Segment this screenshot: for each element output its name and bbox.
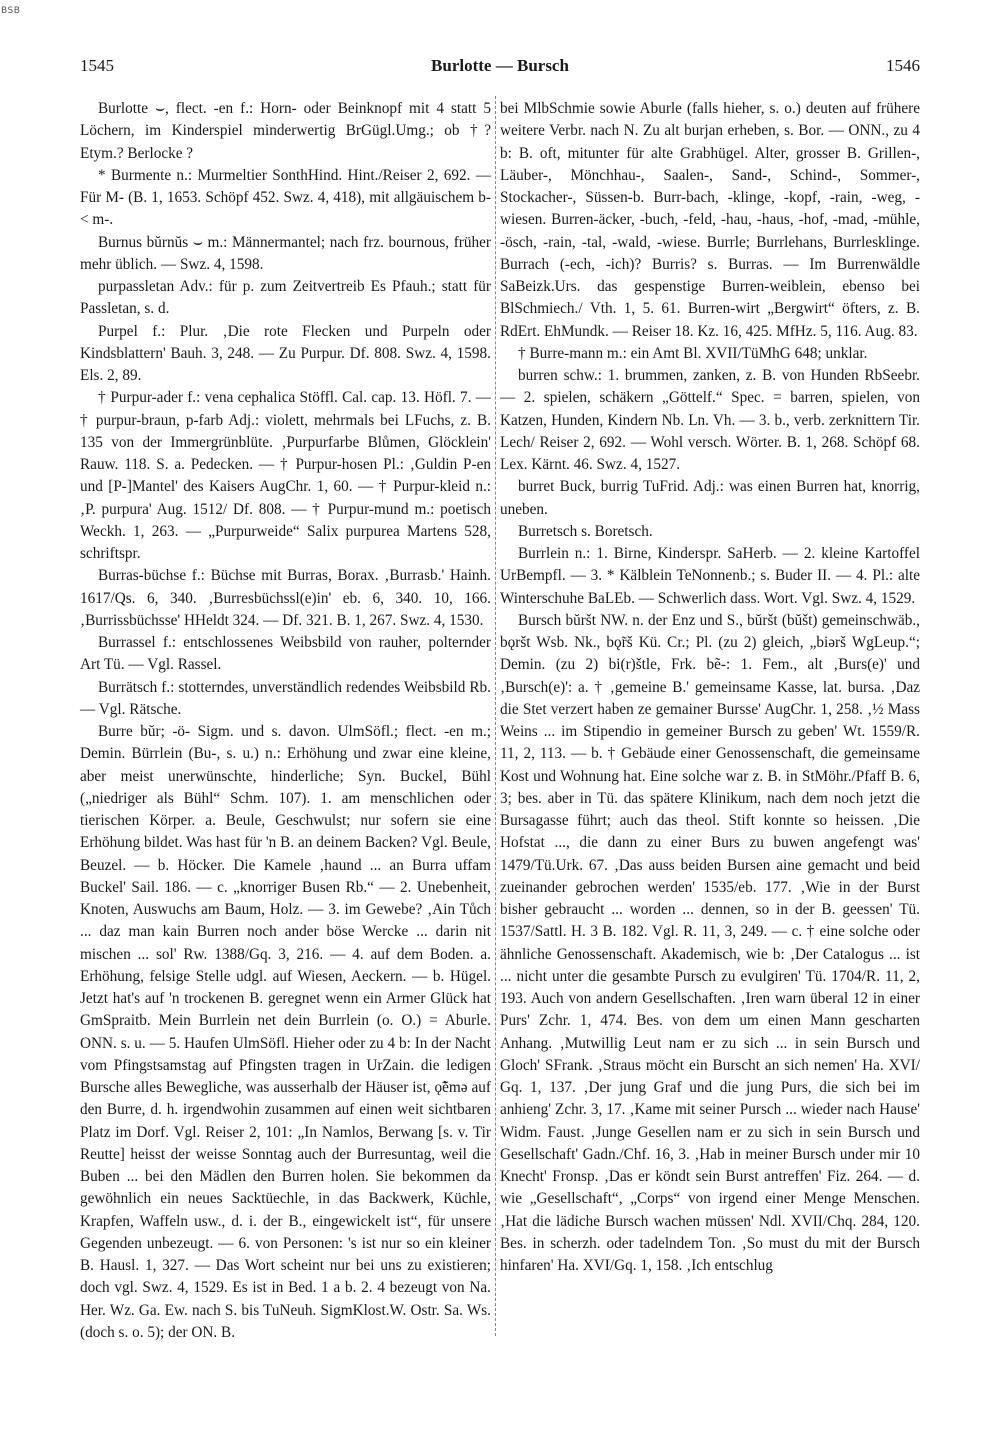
entry-bursch: Bursch bŭršt NW. n. der Enz und S., bŭršt (bŭšt) gemeinschwäb., bǫršt Wsb. Nk., bǫ̃rš Kü. Cr.; Pl. (zu 2) gleich, „biərš WgLeup.“; Demin. (zu 2) bi(r)štle, Frk. bẽ-: 1. Fem., alt ‚Burs(e)' und ‚Bursch(e)': a. † ‚gemeine B.' gemeinsame Kasse, lat. bursa. ‚Daz die Stet verzert haben ze gemainer Bursse' AugChr. 1, 258. ‚½ Mass Weins ... im Stipendio in gemeiner Bursch zu geben' Wt. 1559/R. 11, 2, 113. — b. † Gebäude einer Genossenschaft, die gemeinsame Kost und Wohnung hat. Eine solche war z. B. in StMöhr./Pfaff B. 6, 3; bes. aber in Tü. das spätere Klinikum, nach dem noch jetzt die Bursagasse führt; auch das theol. Stift konnte so heissen. ‚Die Hofstat ..., die dann zu einer Burs zu buwen angefengt was' 1479/Tü.Urk. 67. ‚Das auss beiden Bursen aine gemacht und beid zueinander gebrochen werden' 1535/eb. 177. ‚Wie in der Burst bisher gebraucht ... worden ... dennen, so in der B. geessen' Tü. 1537/Sattl. H. 3 B. 182. Vgl. R. 11, 3, 249. — c. † eine solche oder ähnliche Genossenschaft. Akademisch, wie b: ‚Der Catalogus ... ist ... nicht unter die gesambte Pursch zu evulgiren' Tü. 1704/R. 11, 2, 193. Auch von andern Gesellschaften. ‚Iren warn überal 12 in einer Purs' Zchr. 1, 474. Bes. von dem um einen Mann gescharten Anhang. ‚Mutwillig Leut nam er zu sich ... in sein Bursch und Gloch' SFrank. ‚Straus möcht ein Burscht an sich nemen' Ha. XVI/ Gq. 1, 137. ‚Der jung Graf und die jung Purs, die sich bei im anhieng' Zchr. 3, 17. ‚Kame mit seiner Pursch ... wieder nach Hause' Widm. Faust. ‚Junge Gesellen nam er zu sich in sein Bursch und Gesellschaft' Gadn./Chf. 16, 3. ‚Hab in meiner Bursch under mir 10 Knecht' Fronsp. ‚Das er köndt sein Burst antreffen' Fiz. 264. — d. wie „Gesellschaft“, „Corps“ von irgend einer Menge Menschen. ‚Hat die lädiche Bursch wachen müssen' Ndl. XVII/Chq. 284, 120. Bes. in scherzh. oder tadelndem Ton. ‚So must du mit der Bursch hinfaren' Ha. XVI/Gq. 1, 158. ‚Ich entschlug bbox=[500, 611, 920, 1274]
entry-burlotte: Burlotte ⌣, flect. -en f.: Horn- oder Beinknopf mit 4 statt 5 Löchern, im Kinderspiel minderwertig BrGügl.Umg.; ob †? Etym.? Berlocke ? bbox=[80, 100, 491, 162]
entry-purpassletan: purpassletan Adv.: für p. zum Zeitvertreib Es Pfauh.; statt für Passletan, s. d. bbox=[80, 278, 491, 318]
entry-burret: burret Buck, burrig TuFrid. Adj.: was einen Burren hat, knorrig, uneben. bbox=[500, 478, 920, 518]
left-column bbox=[80, 98, 491, 1344]
entry-burrassel: Burrassel f.: entschlossenes Weibsbild von rauher, polternder Art Tü. — Vgl. Rassel. bbox=[80, 634, 491, 674]
entry-purpur-ader: † Purpur-ader f.: vena cephalica Stöffl. Cal. cap. 13. Höfl. 7. — † purpur-braun, p-farb Adj.: violett, mehrmals bei LFuchs, z. B. 135 von der Immergrünblüte. ‚Purpurfarbe Blůmen, Glöcklein' Rauw. 118. S. a. Pedecken. — † Purpur-hosen Pl.: ‚Guldin P-en und [P-]Mantel' des Kaisers AugChr. 1, 60. — † Purpur-kleid n.: ‚P. purpura' Aug. 1512/ Df. 808. — † Purpur-mund m.: poetisch Weckh. 1, 263. — „Purpurweide“ Salix purpurea Martens 528, schriftspr. bbox=[80, 389, 491, 562]
page-title: Burlotte — Bursch bbox=[431, 56, 569, 75]
entry-burren: burren schw.: 1. brummen, zanken, z. B. von Hunden RbSeebr. — 2. spielen, schäkern „Göttelf.“ Spec. = barren, spielen, von Katzen, Hunden, Kindern Nb. Ln. Vh. — 3. b., verb. zerknittern Tir. Lech/ Reiser 2, 692. — Wohl versch. Wörter. B. 1, 268. Schöpf 68. Lex. Kärnt. 46. Swz. 4, 1527. bbox=[500, 367, 920, 473]
entry-burnus: Burnus bŭrnŭs ⌣ m.: Männermantel; nach frz. bournous, früher mehr üblich. — Swz. 4, 1598. bbox=[80, 233, 491, 273]
right-column bbox=[500, 98, 920, 1277]
left-page-number: 1545 bbox=[80, 56, 114, 75]
entry-burretsch: Burretsch s. Boretsch. bbox=[518, 522, 653, 540]
entry-burre: Burre bŭr; -ö- Sigm. und s. davon. UlmSöfl.; flect. -en m.; Demin. Bürrlein (Bu-, s. u.) n.: Erhöhung und zwar eine kleine, aber meist unerwünschte, hinderliche; Syn. Buckel, Bühl („niedriger als Bühl“ Schm. 107). 1. am menschlichen oder tierischen Körper. a. Beule, Geschwulst; nur sofern sie eine Erhöhung bildet. Was hast für 'n B. an deinem Backen? Vgl. Beule, Beuzel. — b. Höcker. Die Kamele ‚haund ... an Burra uffam Buckel' Sail. 186. — c. „knorriger Busen Rb.“ — 2. Unebenheit, Knoten, Auswuchs am Baum, Holz. — 3. im Gewebe? ‚Ain Tůch ... daz man kain Burren noch ander böse Wercke ... darin nit mischen ... sol' Rw. 1388/Gq. 3, 216. — 4. auf dem Boden. a. Erhöhung, felsige Stelle udgl. auf Wiesen, Aeckern. — b. Hügel. Jetzt hat's auf 'n trockenen B. geregnet wenn ein Armer Glück hat GmSpraitb. Mein Burrlein net dein Burrlein (o. O.) = Aburle. ONN. s. u. — 5. Haufen UlmSöfl. Hieher oder zu 4 b: In der Nacht vom Pfingstsamstag auf Pfingsten tragen in UrZain. die ledigen Bursche alles Bewegliche, was ausserhalb der Häuser ist, ǫ̃ẽmə auf den Burre, d. h. irgendwohin zusammen auf einen weit sichtbaren Platz im Dorf. Vgl. Reiser 2, 101: „In Namlos, Berwang [s. v. Tir Reutte] heisst der weisse Sonntag auch der Burresuntag, weil die Buben ... bei den Mädlen den Burren holen. Sie bekommen da gewöhnlich ein neues Sacktüechle, in das Backwerk, Küchle, Krapfen, Waffeln usw., d. i. der B., eingewickelt ist“, für unsere Gegenden unbezeugt. — 6. von Personen: 's ist nur so ein kleiner B. Hausl. 1, 327. — Das Wort scheint nur bei uns zu existieren; doch vgl. Swz. 4, 1529. Es ist in Bed. 1 a b. 2. 4 bezeugt von Na. Her. Wz. Ga. Ew. nach S. bis TuNeuh. SigmKlost.W. Ostr. Sa. Ws. (doch s. o. 5); der ON. B. bbox=[80, 723, 491, 1341]
entry-burrlein: Burrlein n.: 1. Birne, Kinderspr. SaHerb. — 2. kleine Kartoffel UrBempfl. — 3. * Kälblein TeNonnenb.; s. Buder II. — 4. Pl.: alte Winterschuhe BaLEb. — Schwerlich dass. Wort. Vgl. Swz. 4, 1529. bbox=[500, 545, 920, 607]
entry-burraetsch: Burrätsch f.: stotterndes, unverständlich redendes Weibsbild Rb. — Vgl. Rätsche. bbox=[80, 678, 491, 718]
library-stamp: BSB bbox=[1, 6, 21, 16]
entry-burmente: * Burmente n.: Murmeltier SonthHind. Hint./Reiser 2, 692. — Für M- (B. 1, 1653. Schöpf 452. Swz. 4, 418), mit allgäuischem b- < m-. bbox=[80, 166, 491, 229]
entry-burre-mann: † Burre-mann m.: ein Amt Bl. XVII/TüMhG 648; unklar. bbox=[518, 344, 868, 362]
right-page-number: 1546 bbox=[886, 56, 920, 75]
column-divider bbox=[495, 96, 497, 1336]
entry-purpel: Purpel f.: Plur. ‚Die rote Flecken und Purpeln oder Kindsblattern' Bauh. 3, 248. — Zu Purpur. Df. 808. Swz. 4, 1598. Els. 2, 89. bbox=[80, 322, 491, 384]
entry-burras-buechse: Burras-büchse f.: Büchse mit Burras, Borax. ‚Burrasb.' Hainh. 1617/Qs. 6, 340. ‚Burresbüchssl(e)in' eb. 6, 340. 10, 166. ‚Burrissbüchsse' HHeldt 324. — Df. 321. B. 1, 267. Swz. 4, 1530. bbox=[80, 567, 491, 629]
entry-burre-continued: bei MlbSchmie sowie Aburle (falls hieher, s. o.) deuten auf frühere weitere Verbr. nach N. Zu alt burjan erheben, s. Bor. — ONN., zu 4 b: B. oft, mitunter für alte Grabhügel. Alter, grosser B. Grillen-, Läuber-, Mönchhau-, Saalen-, Sand-, Schind-, Sommer-, Stockacher-, Süssen-b. Burr-bach, -klinge, -kopf, -rain, -weg, -wiesen. Burren-äcker, -buch, -feld, -hau, -haus, -hof, -mad, -mühle, -ösch, -rain, -tal, -wald, -wiese. Burrle; Burrlehans, Burrlesklinge. Burrach (-ech, -ich)? Burris? s. Burras. — Im Burrenwäldle SaBeizk.Urs. das gespenstige Burren-weiblein, ebenso bei BlSchmiech./ Vth. 1, 5. 61. Burren-wirt „Bergwirt“ öfters, z. B. RdErt. EhMundk. — Reiser 18. Kz. 16, 425. MfHz. 5, 116. Aug. 83. bbox=[500, 100, 920, 340]
